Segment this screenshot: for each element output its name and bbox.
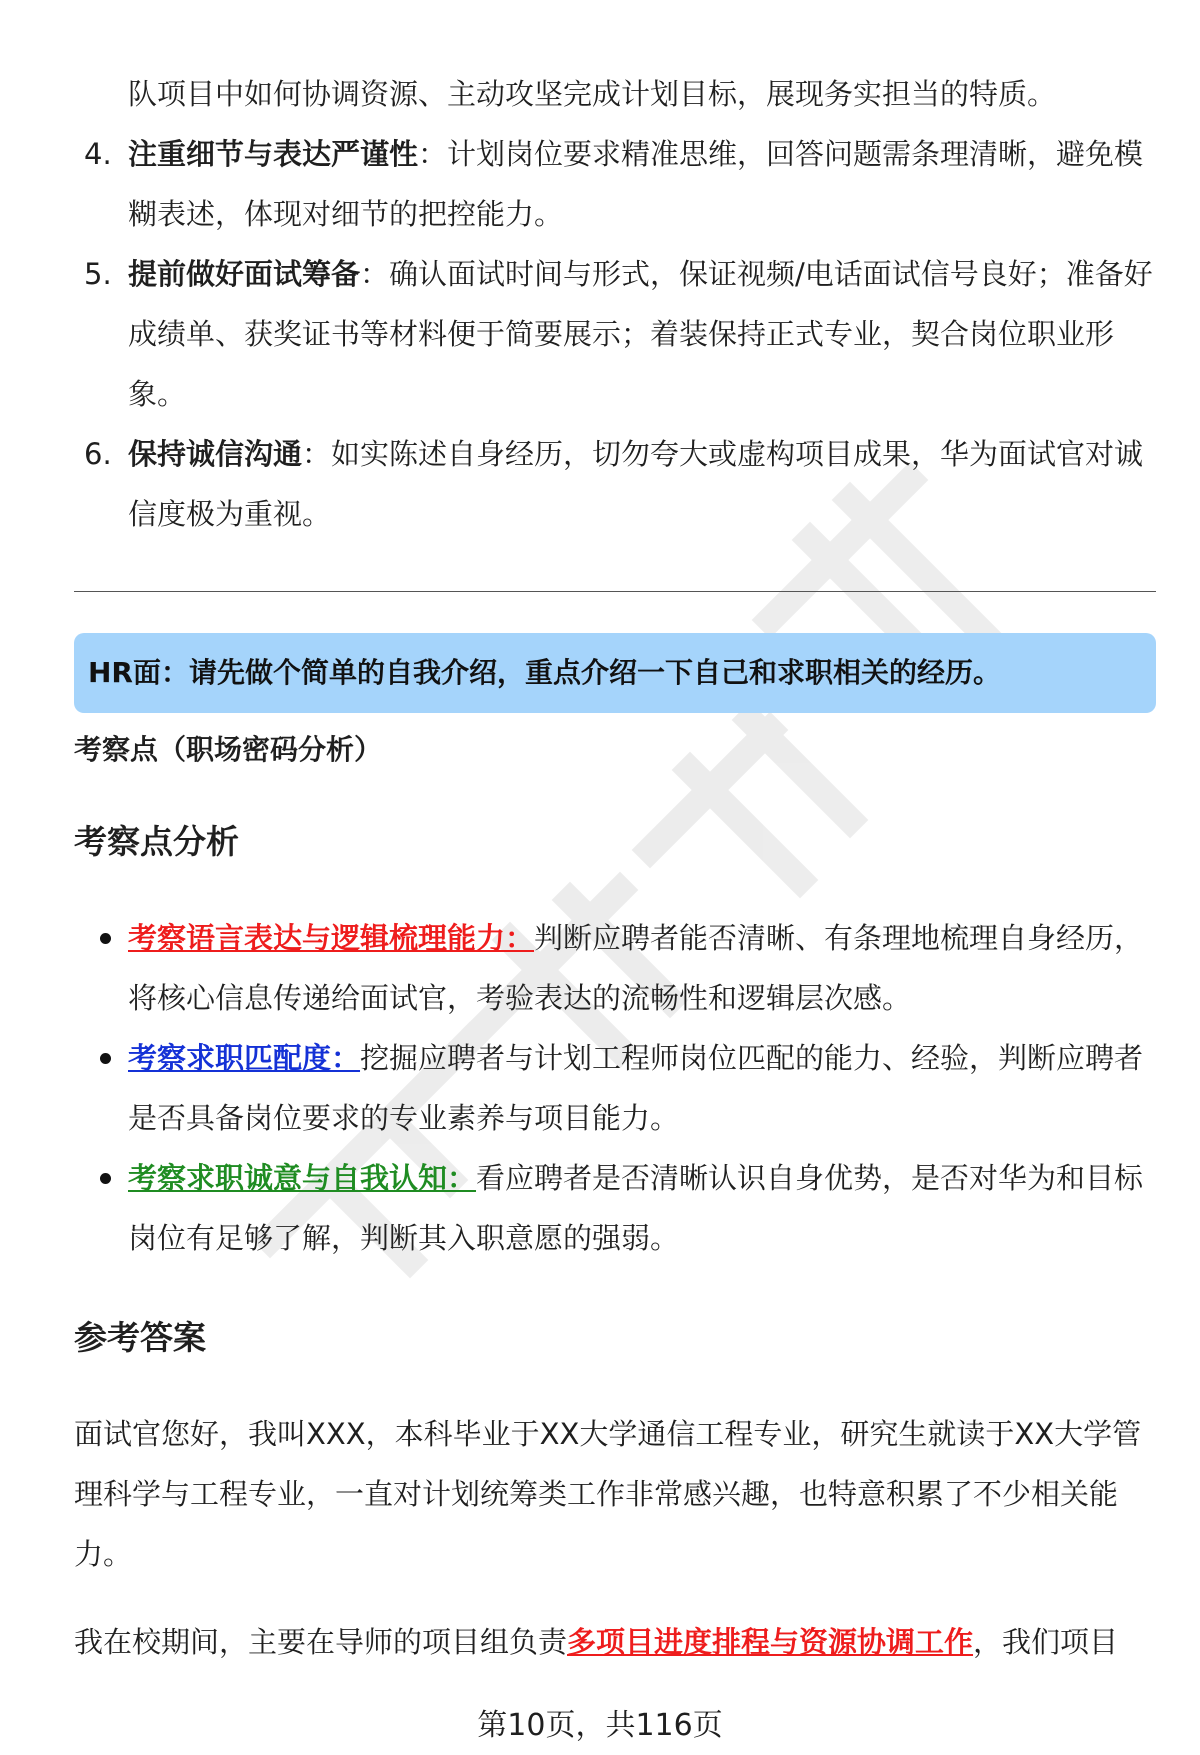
analysis-label: 考察语言表达与逻辑梳理能力：	[128, 921, 535, 955]
answer-p2-pre: 我在校期间，主要在导师的项目组负责	[74, 1625, 568, 1659]
hr-question-box	[74, 633, 1156, 713]
bullet-dot	[100, 933, 111, 944]
tip-text: ：计划岗位要求精准思维，回答问题需条理清晰，避免模糊表述，体现对细节的把控能力。	[128, 137, 1144, 231]
section-divider	[74, 591, 1156, 592]
analysis-text: 判断应聘者能否清晰、有条理地梳理自身经历，将核心信息传递给面试官，考验表达的流畅性和逻辑层次感。	[128, 921, 1144, 1015]
bullet-dot	[100, 1053, 111, 1064]
tip-item-5	[84, 244, 1154, 424]
tip-title: 保持诚信沟通	[128, 437, 303, 471]
answer-paragraph-2	[74, 1612, 1164, 1672]
intro-continuation: 队项目中如何协调资源、主动攻坚完成计划目标，展现务实担当的特质。	[128, 77, 1057, 111]
analysis-text: 看应聘者是否清晰认识自身优势，是否对华为和目标岗位有足够了解，判断其入职意愿的强弱。	[128, 1161, 1144, 1255]
answer-paragraph-1: 面试官您好，我叫XXX，本科毕业于XX大学通信工程专业，研究生就读于XX大学管理科学与工程专业，一直对计划统筹类工作非常感兴趣，也特意积累了不少相关能力。	[74, 1417, 1142, 1571]
analysis-label: 考察求职诚意与自我认知：	[128, 1161, 477, 1195]
tip-item-4	[84, 124, 1154, 244]
analysis-point	[94, 908, 1144, 1028]
analysis-label: 考察求职匹配度：	[128, 1041, 361, 1075]
tip-number: 5.	[84, 257, 112, 291]
tip-number: 6.	[84, 437, 112, 471]
bullet-dot	[100, 1173, 111, 1184]
tip-text: ：确认面试时间与形式，保证视频/电话面试信号良好；准备好成绩单、获奖证书等材料便于简要展示；着装保持正式专业，契合岗位职业形象。	[128, 257, 1153, 411]
tip-text: ：如实陈述自身经历，切勿夸大或虚构项目成果，华为面试官对诚信度极为重视。	[128, 437, 1144, 531]
answer-heading: 参考答案	[74, 1318, 206, 1357]
subhead: 考察点（职场密码分析）	[74, 733, 383, 766]
analysis-heading: 考察点分析	[74, 822, 239, 861]
tip-title: 注重细节与表达严谨性	[128, 137, 419, 171]
answer-p2-highlight: 多项目进度排程与资源协调工作	[567, 1625, 974, 1659]
hr-question: HR面：请先做个简单的自我介绍，重点介绍一下自己和求职相关的经历。	[88, 656, 1001, 689]
analysis-point	[94, 1028, 1144, 1148]
analysis-text: 挖掘应聘者与计划工程师岗位匹配的能力、经验，判断应聘者是否具备岗位要求的专业素养与项目能力。	[128, 1041, 1144, 1135]
tip-number: 4.	[84, 137, 112, 171]
answer-p2-post: ，我们项目	[973, 1625, 1119, 1659]
tip-item-6	[84, 424, 1154, 544]
analysis-point	[94, 1148, 1144, 1268]
page-footer: 第10页，共116页	[477, 1708, 723, 1743]
tip-title: 提前做好面试筹备	[128, 257, 361, 291]
